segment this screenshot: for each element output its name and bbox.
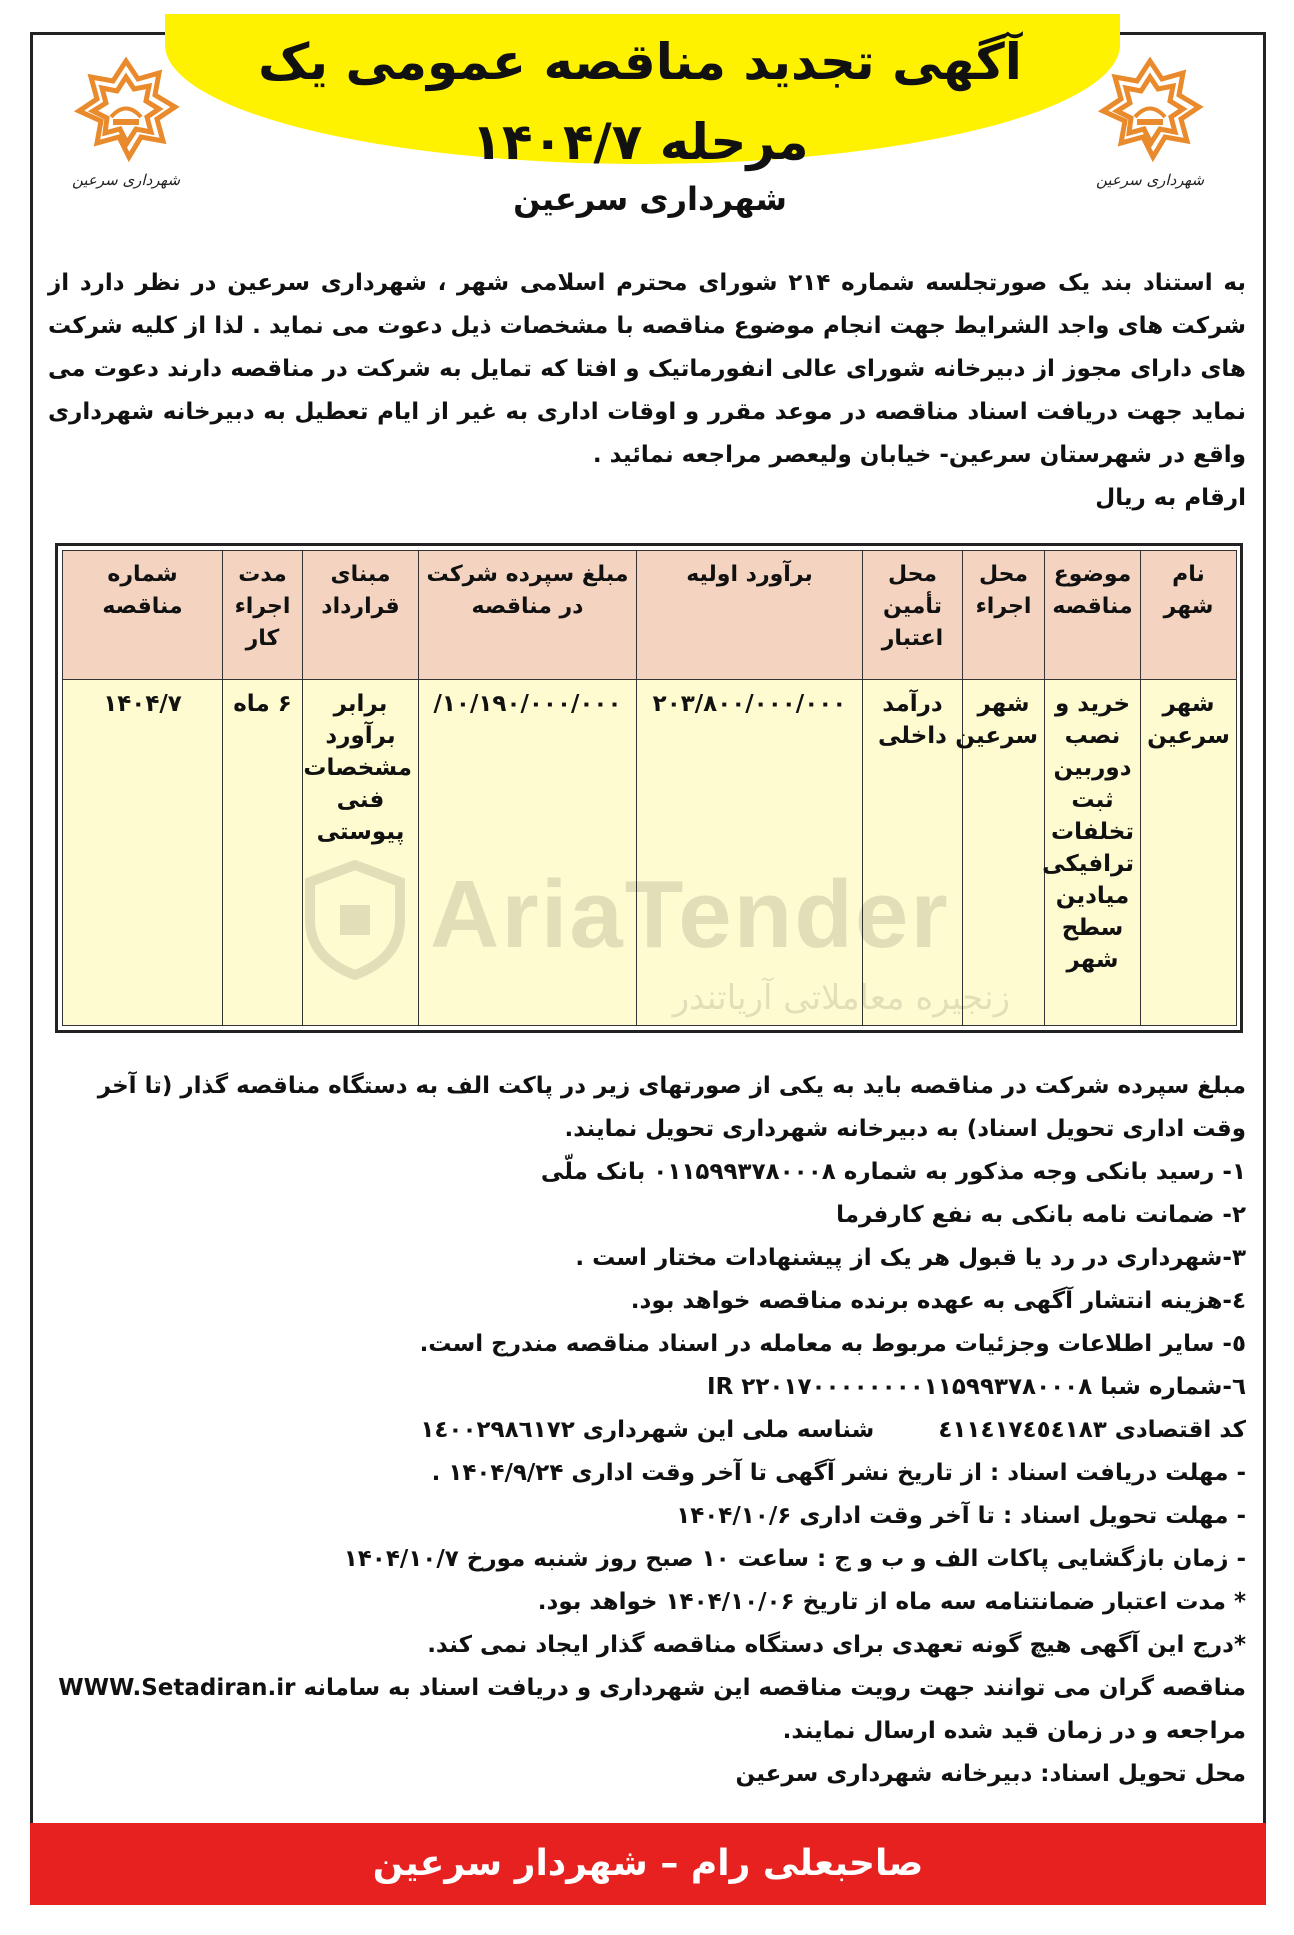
- opening-time: - زمان بازگشایی پاکات الف و ب و ج : ساعت ۱۰ صبح روز شنبه مورخ ۱۴۰۴/۱۰/۷: [343, 1546, 1246, 1572]
- municipality-title: شهرداری سرعین: [513, 180, 787, 218]
- emblem-icon: [71, 55, 181, 165]
- cell-estimate: ۲۰۳/۸۰۰/۰۰۰/۰۰۰: [637, 680, 863, 1026]
- cell-funding: درآمد داخلی: [863, 680, 963, 1026]
- intro-section: [48, 262, 1246, 520]
- website-link[interactable]: WWW.Setadiran.ir: [58, 1675, 296, 1701]
- signature-banner: صاحبعلی رام – شهردار سرعین: [30, 1823, 1266, 1905]
- disclaimer: *درج این آگهی هیچ گونه تعهدی برای دستگاه مناقصه گذار ایجاد نمی کند.: [427, 1632, 1246, 1658]
- cell-city: شهر سرعین: [1141, 680, 1237, 1026]
- column-header: مبنای قرارداد: [303, 551, 419, 680]
- currency-note: ارقام به ریال: [1095, 485, 1246, 511]
- deposit-note: مبلغ سپرده شرکت در مناقصه باید به یکی از صورتهای زیر در پاکت الف به دستگاه مناقصه گذار (تا آخر وقت اداری تحویل اسناد) به دبیرخانه شهرداری تحویل نمایند.: [97, 1073, 1246, 1142]
- column-header: نام شهر: [1141, 551, 1237, 680]
- condition-item: ۱- رسید بانکی وجه مذکور به شماره ۰۱۱۵۹۹۳۷۸۰۰۰۸ بانک ملّی: [540, 1159, 1246, 1185]
- cell-deposit: ۱۰/۱۹۰/۰۰۰/۰۰۰/: [419, 680, 637, 1026]
- table-row: [63, 680, 1237, 1026]
- emblem-icon: [1095, 55, 1205, 165]
- cell-duration: ۶ ماه: [223, 680, 303, 1026]
- intro-paragraph: به استناد بند یک صورتجلسه شماره ۲۱۴ شورای محترم اسلامی شهر ، شهرداری سرعین در نظر دارد از شرکت های واجد الشرایط جهت انجام موضوع مناقصه با مشخصات ذیل دعوت می نماید . لذا از کلیه شرکت های دارای مجوز از دبیرخانه شورای عالی انفورماتیک و افتا که تمایل به شرکت در مناقصه دارند دعوت می نماید جهت دریافت اسناد مناقصه در موعد مقرر و اوقات اداری به غیر از ایام تعطیل به دبیرخانه شهرداری واقع در شهرستان سرعین- خیابان ولیعصر مراجعه نمائید .: [48, 270, 1246, 468]
- cell-location: شهر سرعین: [963, 680, 1045, 1026]
- condition-item: ۲- ضمانت نامه بانکی به نفع کارفرما: [836, 1202, 1246, 1228]
- table-header-row: [63, 551, 1237, 680]
- condition-item: ٤-هزینه انتشار آگهی به عهده برنده مناقصه خواهد بود.: [630, 1288, 1246, 1314]
- municipality-logo-right: [1090, 55, 1210, 225]
- cell-tender-number: ۱۴۰۴/۷: [63, 680, 223, 1026]
- column-header: شماره مناقصه: [63, 551, 223, 680]
- delivery-place: محل تحویل اسناد: دبیرخانه شهرداری سرعین: [735, 1761, 1246, 1787]
- tender-table-frame: [55, 543, 1243, 1033]
- column-header: محل اجراء: [963, 551, 1045, 680]
- cell-contract-basis: برابر برآورد مشخصات فنی پیوستی: [303, 680, 419, 1026]
- notice-headline: آگهی تجدید مناقصه عمومی یک مرحله ۱۴۰۴/۷: [258, 33, 1022, 171]
- condition-item: ٦-شماره شبا IR ۲۲۰۱۷۰۰۰۰۰۰۰۰۱۱۵۹۹۳۷۸۰۰۰۸: [707, 1374, 1246, 1400]
- bidders-post: مراجعه و در زمان قید شده ارسال نمایند.: [782, 1718, 1246, 1744]
- cell-subject: خرید و نصب دوربین ثبت تخلفات ترافیکی میادین سطح شهر: [1045, 680, 1141, 1026]
- tender-table: [62, 550, 1237, 1026]
- column-header: محل تأمین اعتبار: [863, 551, 963, 680]
- bidders-instruction: [48, 1667, 1246, 1753]
- guarantee-validity: * مدت اعتبار ضمانتنامه سه ماه از تاریخ ۱۴۰۴/۱۰/۰۶ خواهد بود.: [537, 1589, 1246, 1615]
- condition-item: ٥- سایر اطلاعات وجزئیات مربوط به معامله در اسناد مناقصه مندرج است.: [419, 1331, 1246, 1357]
- column-header: مبلغ سپرده شرکت در مناقصه: [419, 551, 637, 680]
- condition-item: ۳-شهرداری در رد یا قبول هر یک از پیشنهادات مختار است .: [575, 1245, 1246, 1271]
- column-header: مدت اجراء کار: [223, 551, 303, 680]
- column-header: موضوع مناقصه: [1045, 551, 1141, 680]
- deadline-deliver: - مهلت تحویل اسناد : تا آخر وقت اداری ۱۴۰۴/۱۰/۶: [676, 1503, 1246, 1529]
- column-header: برآورد اولیه: [637, 551, 863, 680]
- logo-caption: شهرداری سرعین: [1095, 171, 1205, 189]
- bidders-pre: مناقصه گران می توانند جهت رویت مناقصه این شهرداری و دریافت اسناد به سامانه: [303, 1675, 1246, 1701]
- identifiers-line: [48, 1409, 1246, 1452]
- national-id: شناسه ملی این شهرداری ۱٤۰۰۲۹۸٦۱۷۲: [420, 1417, 875, 1443]
- logo-caption: شهرداری سرعین: [71, 171, 181, 189]
- conditions-section: [48, 1065, 1246, 1796]
- municipality-logo-left: [66, 55, 186, 225]
- economic-code: کد اقتصادی ٤١١٤١٧٤٥٤١٨٣: [938, 1417, 1246, 1443]
- deadline-receive: - مهلت دریافت اسناد : از تاریخ نشر آگهی تا آخر وقت اداری ۱۴۰۴/۹/۲۴ .: [431, 1460, 1246, 1486]
